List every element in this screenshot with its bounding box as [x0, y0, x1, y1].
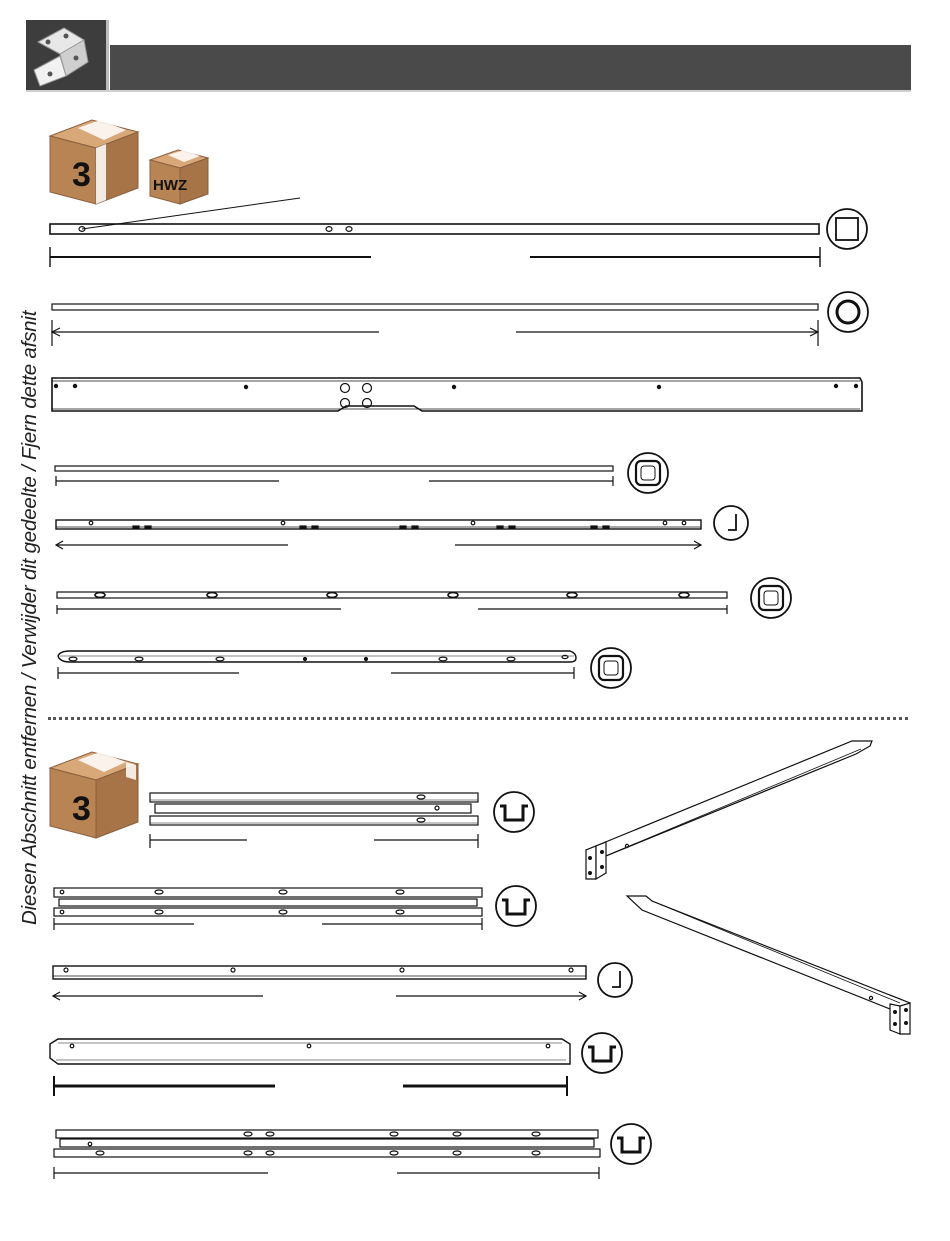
part-square-tube-short [55, 466, 613, 486]
square-tube-profile-icon [827, 209, 867, 249]
box-3-bottom [48, 750, 140, 840]
channel-profile-icon [611, 1124, 651, 1164]
angle-profile-icon [598, 963, 632, 997]
part-brace-upper [586, 741, 872, 879]
part-tapered-tube [58, 651, 576, 679]
part-brace-lower [627, 896, 910, 1034]
part-round-tube [52, 304, 818, 346]
square-tube-profile-icon [591, 648, 631, 688]
part-channel-lower-double [54, 1130, 600, 1179]
square-tube-profile-icon [751, 578, 791, 618]
part-angle-rail [56, 520, 701, 549]
part-square-tube-long [50, 198, 820, 267]
part-channel-pair-1 [150, 793, 478, 848]
angle-profile-icon [714, 506, 748, 540]
box-number: 3 [72, 790, 91, 828]
box-tag: HWZ [153, 177, 188, 194]
channel-profile-icon [494, 792, 534, 832]
part-angle-lower [53, 966, 586, 1000]
square-tube-profile-icon [628, 453, 668, 493]
channel-profile-icon [582, 1033, 622, 1073]
side-label: Diesen Abschnitt entfernen / Verwijder dit gedeelte / Fjern dette afsnit [18, 310, 41, 925]
channel-profile-icon [496, 886, 536, 926]
part-square-tube-slotted [57, 592, 727, 614]
part-channel-pair-2 [54, 888, 482, 930]
box-number: 3 [72, 156, 91, 194]
cut-line [48, 717, 908, 720]
part-channel-lower [50, 1039, 570, 1096]
round-tube-profile-icon [828, 292, 868, 332]
part-wide-beam [52, 378, 862, 411]
